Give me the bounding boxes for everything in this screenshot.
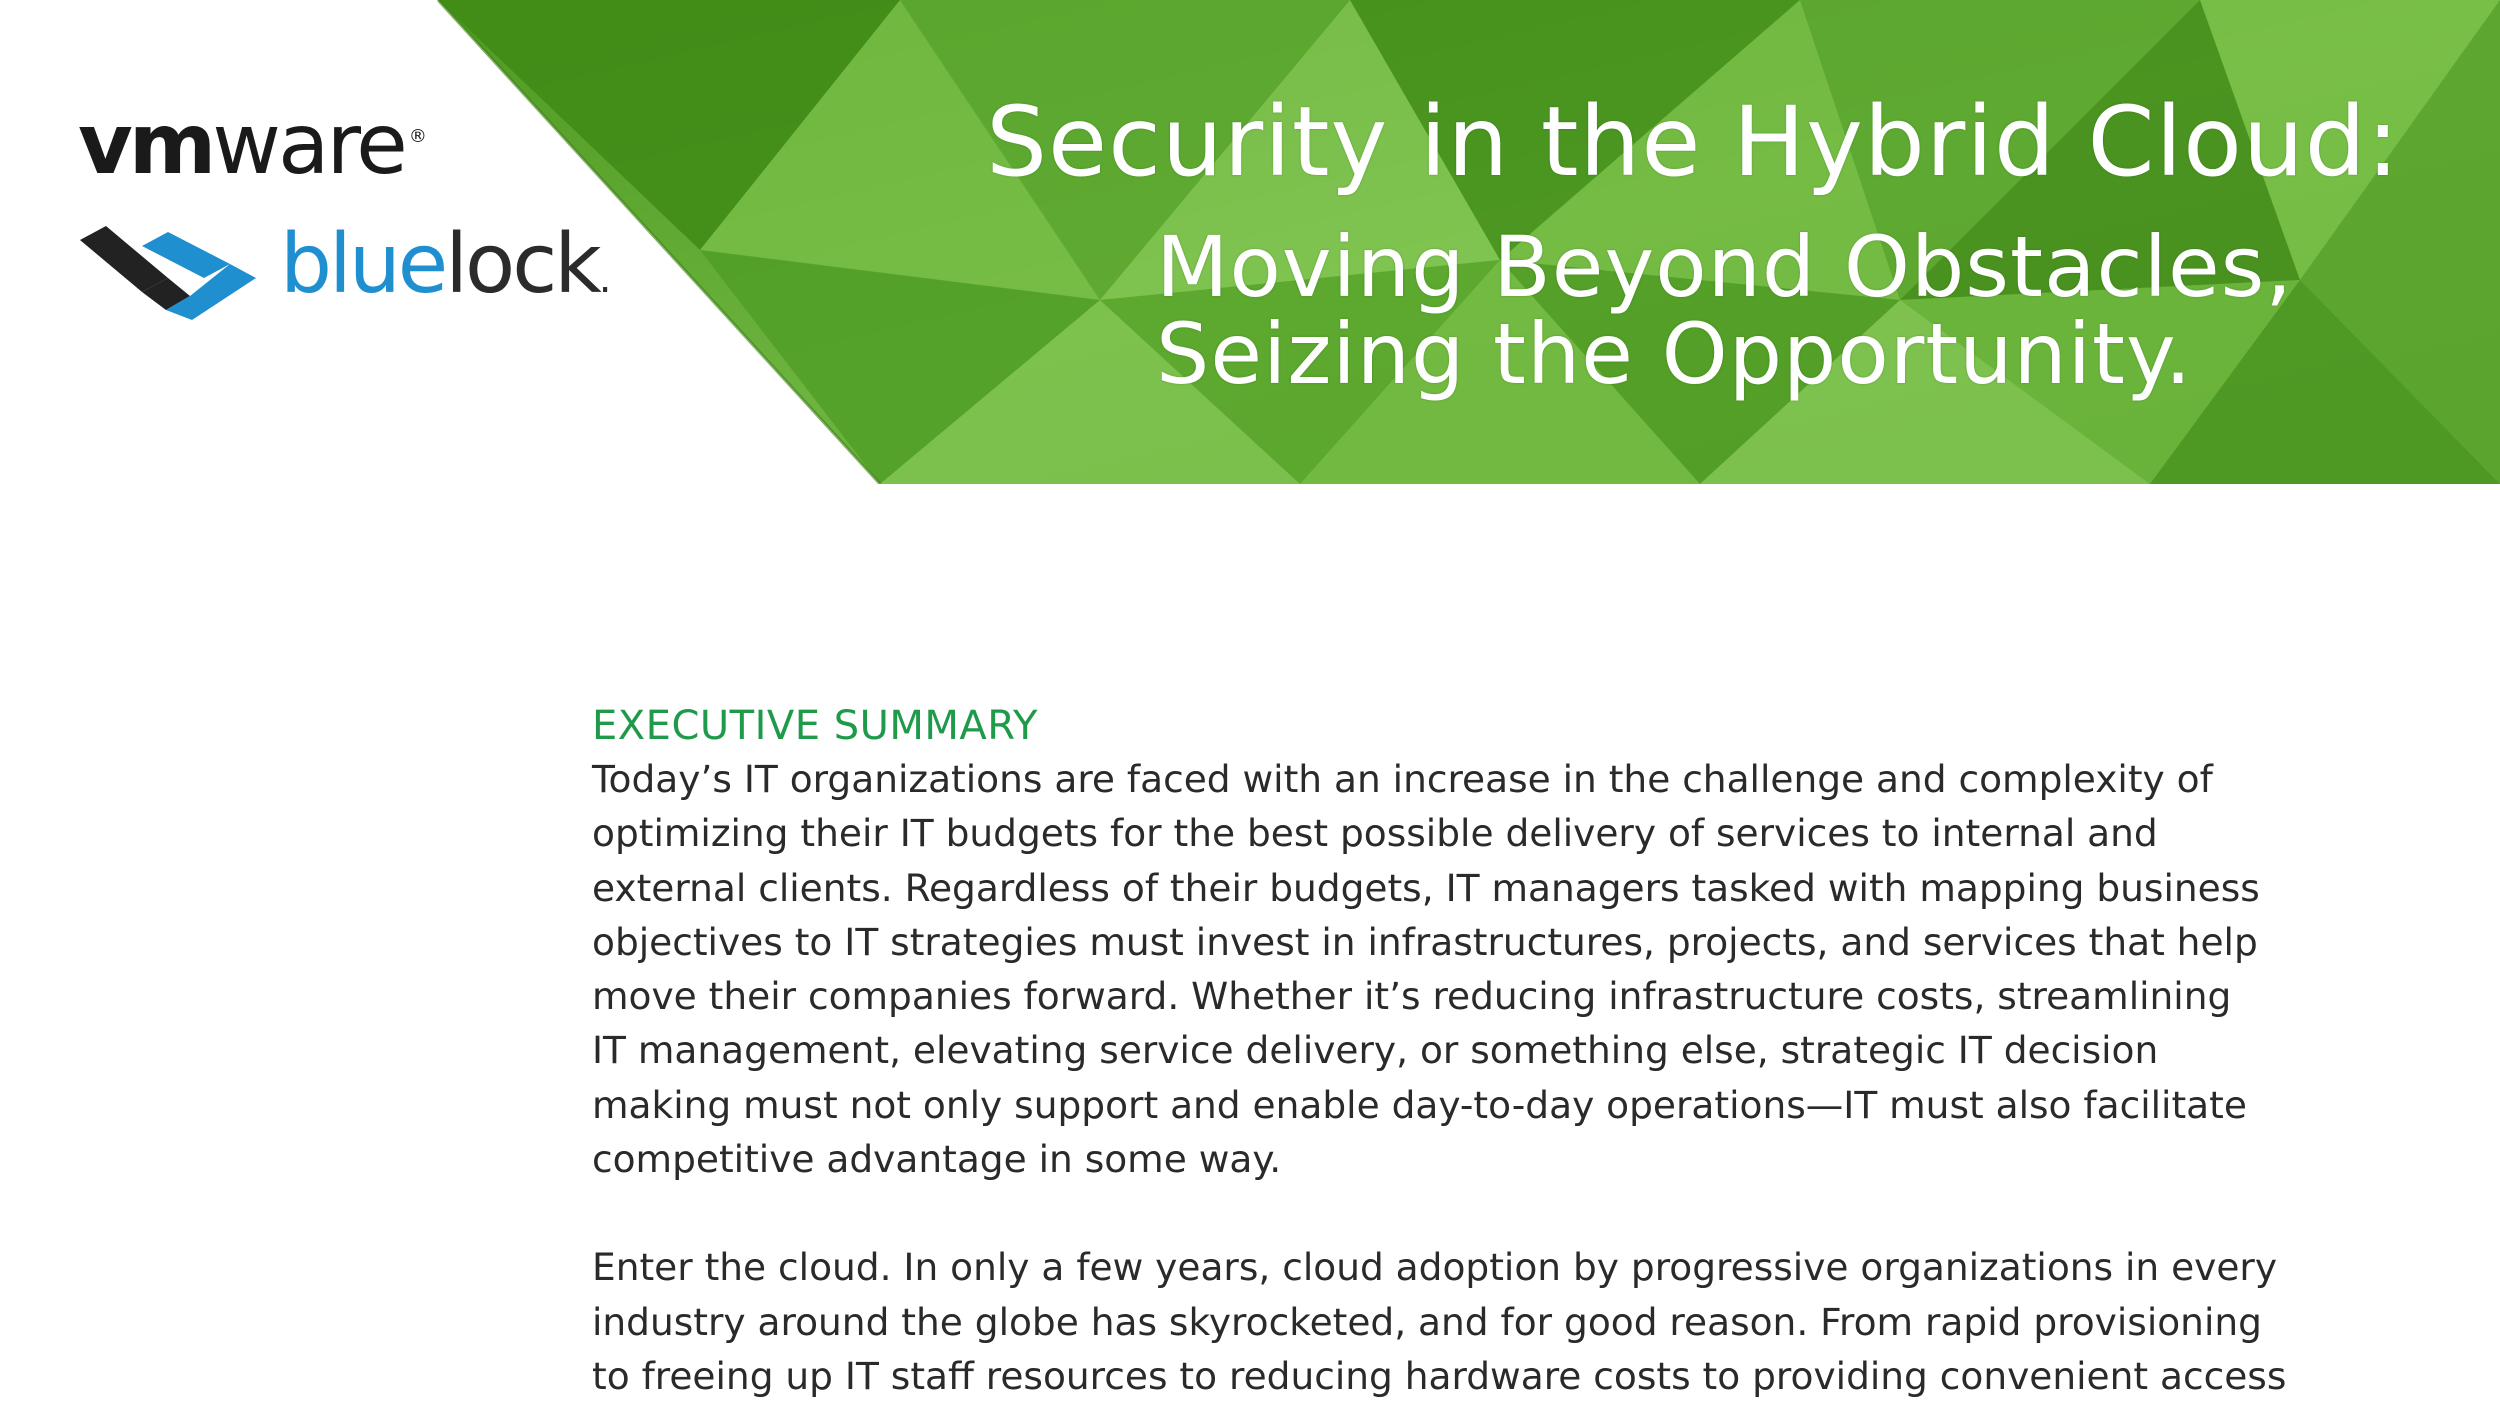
paragraph-line: move their companies forward. Whether it’s reducing infrastructure costs, streamlining [592, 974, 2232, 1019]
vmware-logo [78, 95, 427, 193]
vmware-logo-ware: ware [212, 95, 405, 193]
paragraph-line: IT management, elevating service delivery, or something else, strategic IT decision [592, 1028, 2159, 1073]
paragraph-line: competitive advantage in some way. [592, 1137, 1282, 1182]
summary-paragraph-2 [592, 1240, 2382, 1403]
paragraph-line: to freeing up IT staff resources to reducing hardware costs to providing convenient access [592, 1353, 2287, 1398]
bluelock-logo-blue: blue [280, 217, 446, 312]
paragraph-line: making must not only support and enable day-to-day operations—IT must also facilitate [592, 1082, 2247, 1127]
section-heading: EXECUTIVE SUMMARY [592, 703, 1038, 749]
bluelock-logo-lock: lock [445, 217, 599, 312]
paragraph-line: optimizing their IT budgets for the best possible delivery of services to internal and [592, 811, 2158, 856]
registered-mark: ® [408, 126, 427, 147]
paragraph-line: industry around the globe has skyrocketed, and for good reason. From rapid provisioning [592, 1299, 2262, 1344]
document-subtitle-line-2: Seizing the Opportunity. [1156, 305, 2193, 403]
executive-summary-section [592, 700, 2382, 1403]
paragraph-line: Today’s IT organizations are faced with an increase in the challenge and complexity of [592, 757, 2213, 801]
paragraph-line: Enter the cloud. In only a few years, cloud adoption by progressive organizations in every [592, 1245, 2278, 1290]
bluelock-logo-dot: . [598, 256, 612, 302]
document-title: Security in the Hybrid Cloud: [986, 86, 2400, 198]
summary-paragraph-1 [592, 752, 2382, 1186]
bluelock-logo-wordmark [280, 217, 612, 312]
paragraph-spacer [592, 1186, 2382, 1240]
paragraph-line: external clients. Regardless of their budgets, IT managers tasked with mapping business [592, 865, 2260, 910]
paragraph-line: objectives to IT strategies must invest in infrastructures, projects, and services that help [592, 919, 2258, 964]
vmware-logo-vm: vm [78, 95, 213, 193]
bluelock-chevron-icon [80, 222, 258, 320]
document-subtitle-line-1: Moving Beyond Obstacles, [1156, 218, 2294, 316]
